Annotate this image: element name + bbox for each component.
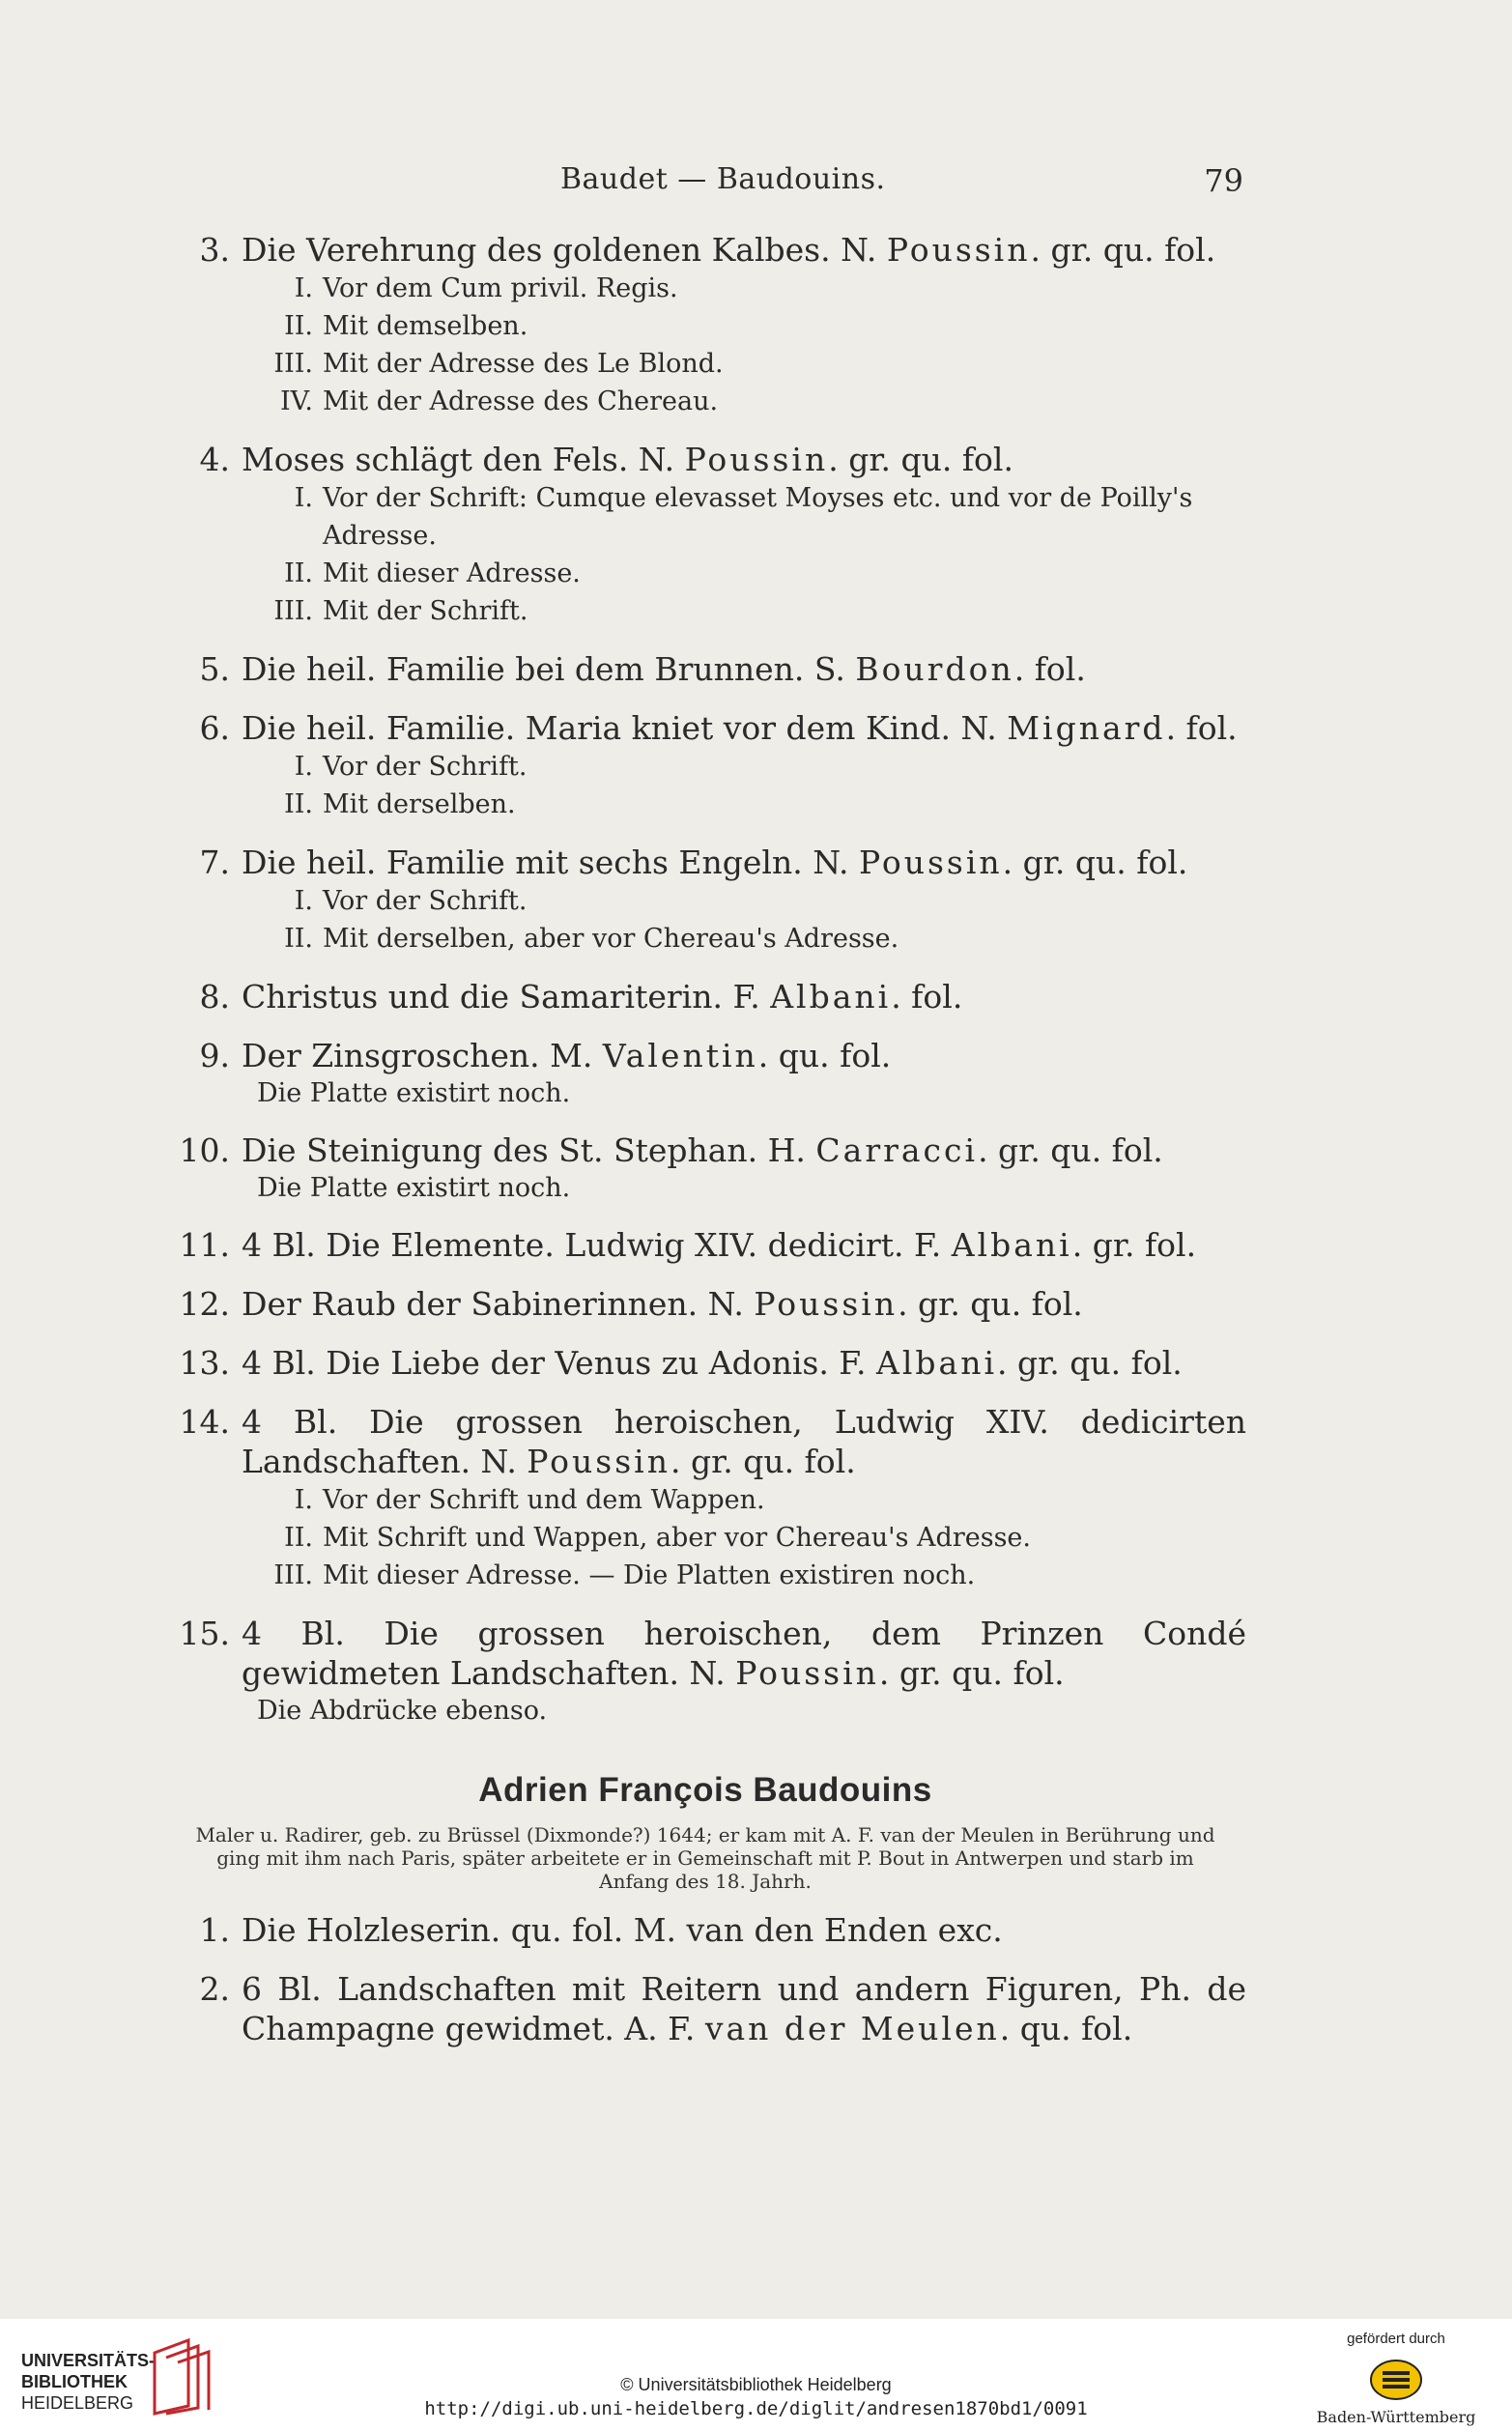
catalog-entry <box>164 649 1246 689</box>
entry-number: 1. <box>199 1911 230 1949</box>
entry-number: 2. <box>199 1970 230 2008</box>
state-list <box>164 882 1246 958</box>
entry-text-part: Die heil. Familie. Maria kniet vor dem Kind. N. <box>242 709 1008 747</box>
entry-text <box>242 440 1246 479</box>
entry-text-part: . fol. <box>1165 709 1238 747</box>
entry-title-line <box>164 1402 1246 1481</box>
state-numeral: I. <box>294 273 313 303</box>
state-item <box>259 1557 1246 1594</box>
state-item <box>259 920 1246 958</box>
entry-text <box>242 1343 1246 1383</box>
entry-number: 13. <box>179 1344 230 1382</box>
entry-text-part: . qu. fol. <box>999 2010 1133 2047</box>
artist-name: Poussin <box>754 1285 899 1323</box>
entry-title-line <box>164 843 1246 882</box>
artist-name: Albani <box>770 978 892 1016</box>
state-text: Vor der Schrift: Cumque elevasset Moyses etc. und vor de Poilly's Adresse. <box>323 483 1193 551</box>
artist-name: Albani <box>876 1344 998 1382</box>
entry-title-line <box>164 230 1246 270</box>
state-item <box>259 555 1246 592</box>
entry-note: Die Platte existirt noch. <box>257 1078 571 1108</box>
state-item <box>259 345 1246 383</box>
catalog-entry <box>164 1130 1246 1206</box>
entry-title-line <box>164 440 1246 479</box>
state-text: Vor dem Cum privil. Regis. <box>323 273 678 303</box>
state-numeral: II. <box>284 311 313 341</box>
catalog-entry <box>164 1969 1246 2048</box>
catalog-entry <box>164 843 1246 958</box>
entry-text <box>242 977 1246 1016</box>
entry-text <box>242 1910 1246 1950</box>
entry-text-part: . fol. <box>891 978 963 1016</box>
entry-text-part: Die heil. Familie mit sechs Engeln. N. <box>242 844 859 881</box>
state-item <box>259 270 1246 307</box>
entry-number: 9. <box>199 1037 230 1074</box>
page-body <box>164 230 1246 2068</box>
state-numeral: I. <box>294 1485 313 1515</box>
state-numeral: II. <box>284 924 313 954</box>
state-text: Mit der Schrift. <box>323 596 528 626</box>
entry-title-line <box>164 1969 1246 2048</box>
state-text: Mit Schrift und Wappen, aber vor Chereau's Adresse. <box>323 1523 1031 1553</box>
entry-number: 4. <box>199 441 230 478</box>
entry-text-part: 4 Bl. Die Elemente. Ludwig XIV. dedicirt. F. <box>242 1226 952 1264</box>
state-list <box>164 479 1246 630</box>
page-number: 79 <box>1204 162 1243 199</box>
catalog-entry <box>164 440 1246 630</box>
entry-title-line <box>164 1343 1246 1383</box>
artist-name: Valentin <box>602 1037 758 1074</box>
entry-text <box>242 1036 1246 1075</box>
entry-number: 6. <box>199 709 230 747</box>
state-list <box>164 748 1246 823</box>
entry-title-line <box>164 1910 1246 1950</box>
artist-name: Albani <box>951 1226 1072 1264</box>
state-numeral: III. <box>273 596 313 626</box>
artist-name: Bourdon <box>855 650 1014 688</box>
entry-text-part: . gr. qu. fol. <box>828 441 1013 478</box>
state-text: Mit derselben. <box>323 789 516 819</box>
entry-text-part: Die Holzleserin. qu. fol. M. van den Enden exc. <box>242 1911 1003 1949</box>
entry-text <box>242 1614 1246 1693</box>
entry-text-part: . fol. <box>1013 650 1086 688</box>
entry-text <box>242 1225 1246 1265</box>
artist-name: Carracci <box>815 1131 979 1169</box>
artist-name: Poussin <box>858 844 1003 881</box>
entry-list <box>164 230 1246 1729</box>
entry-text <box>242 1130 1246 1170</box>
entry-text-part: . gr. qu. fol. <box>997 1344 1183 1382</box>
state-text: Vor der Schrift und dem Wappen. <box>323 1485 765 1515</box>
state-text: Mit demselben. <box>323 311 528 341</box>
state-numeral: III. <box>273 1560 313 1590</box>
state-item <box>259 882 1246 920</box>
entry-text <box>242 1284 1246 1324</box>
entry-text-part: . gr. qu. fol. <box>878 1654 1065 1692</box>
artist-name: Poussin <box>735 1654 879 1692</box>
state-item <box>259 592 1246 630</box>
entry-number: 12. <box>179 1285 230 1323</box>
state-item <box>259 479 1246 555</box>
state-numeral: III. <box>273 349 313 379</box>
catalog-entry <box>164 708 1246 823</box>
running-head: Baudet — Baudouins. <box>560 162 886 196</box>
state-item <box>259 307 1246 345</box>
entry-text-part: Moses schlägt den Fels. N. <box>242 441 685 478</box>
funded-by-label: gefördert durch <box>1347 2331 1445 2347</box>
artist-name: Poussin <box>886 231 1031 269</box>
artist-name: Poussin <box>684 441 829 478</box>
catalog-entry <box>164 1225 1246 1265</box>
state-text: Mit der Adresse des Le Blond. <box>323 349 724 379</box>
catalog-entry <box>164 1343 1246 1383</box>
state-text: Mit derselben, aber vor Chereau's Adresse. <box>323 924 899 954</box>
entry-text-part: . qu. fol. <box>757 1037 892 1074</box>
state-text: Vor der Schrift. <box>323 752 528 782</box>
entry-text <box>242 1402 1246 1481</box>
entry-number: 5. <box>199 650 230 688</box>
entry-text <box>242 843 1246 882</box>
entry-text-part: Der Raub der Sabinerinnen. N. <box>242 1285 755 1323</box>
entry-title-line <box>164 1130 1246 1170</box>
entry-text-part: Der Zinsgroschen. M. <box>242 1037 603 1074</box>
entry-text-part: 6 Bl. Landschaften mit Reitern und andern Figuren, Ph. de Champagne gewidmet. A. F. <box>242 1970 1246 2047</box>
entry-text-part: Die Verehrung des goldenen Kalbes. N. <box>242 231 887 269</box>
entry-number: 10. <box>179 1131 230 1169</box>
catalog-entry <box>164 1614 1246 1729</box>
entry-text-part: 4 Bl. Die grossen heroischen, dem Prinzen Condé gewidmeten Landschaften. N. <box>242 1615 1246 1692</box>
entry-list-baudouins <box>164 1910 1246 2048</box>
entry-number: 15. <box>179 1615 230 1652</box>
library-name-line: BIBLIOTHEK <box>21 2372 128 2391</box>
entry-text <box>242 649 1246 689</box>
artist-biography: Maler u. Radirer, geb. zu Brüssel (Dixmonde?) 1644; er kam mit A. F. van der Meulen in Berührung und ging mit ihm nach Paris, später arbeitete er in Gemeinschaft mit P. Bout in Antwerpen und starb im Anfang des 18. Jahrh. <box>195 1823 1215 1893</box>
entry-title-line <box>164 649 1246 689</box>
entry-title-line <box>164 977 1246 1016</box>
entry-text <box>242 230 1246 270</box>
entry-text-part: 4 Bl. Die grossen heroischen, Ludwig XIV. dedicirten Landschaften. N. <box>242 1403 1246 1480</box>
state-item <box>259 748 1246 786</box>
entry-note: Die Platte existirt noch. <box>257 1173 571 1203</box>
artist-name: van der Meulen <box>704 2010 1000 2047</box>
state-numeral: II. <box>284 1523 313 1553</box>
catalog-entry <box>164 1910 1246 1950</box>
entry-text-part: . gr. qu. fol. <box>898 1285 1083 1323</box>
entry-number: 3. <box>199 231 230 269</box>
catalog-entry <box>164 977 1246 1016</box>
state-text: Vor der Schrift. <box>323 886 528 916</box>
library-name-line: HEIDELBERG <box>21 2393 134 2413</box>
entry-text-part: 4 Bl. Die Liebe der Venus zu Adonis. F. <box>242 1344 877 1382</box>
entry-number: 11. <box>179 1226 230 1264</box>
entry-title-line <box>164 1225 1246 1265</box>
entry-number: 7. <box>199 844 230 881</box>
entry-note: Die Abdrücke ebenso. <box>257 1696 548 1726</box>
source-url[interactable]: http://digi.ub.uni-heidelberg.de/diglit/andresen1870bd1/0091 <box>424 2398 1088 2419</box>
catalog-entry <box>164 1284 1246 1324</box>
state-numeral: II. <box>284 789 313 819</box>
footer <box>0 2319 1512 2432</box>
state-item <box>259 786 1246 823</box>
entry-text <box>242 1969 1246 2048</box>
section-title: Adrien François Baudouins <box>478 1771 932 1809</box>
state-name: Baden-Württemberg <box>1316 2408 1476 2426</box>
state-list <box>164 1481 1246 1594</box>
state-numeral: I. <box>294 483 313 513</box>
state-numeral: I. <box>294 886 313 916</box>
catalog-entry <box>164 1036 1246 1111</box>
entry-text-part: Christus und die Samariterin. F. <box>242 978 771 1016</box>
catalog-entry <box>164 1402 1246 1594</box>
page-header <box>0 162 1512 201</box>
entry-text-part: . gr. fol. <box>1071 1226 1197 1264</box>
state-list <box>164 270 1246 420</box>
state-item <box>259 383 1246 420</box>
entry-text-part: . gr. qu. fol. <box>1002 844 1188 881</box>
entry-number: 8. <box>199 978 230 1016</box>
state-text: Mit dieser Adresse. <box>323 558 581 588</box>
state-item <box>259 1481 1246 1519</box>
copyright: © Universitätsbibliothek Heidelberg <box>620 2375 892 2394</box>
state-numeral: II. <box>284 558 313 588</box>
entry-title-line <box>164 1284 1246 1324</box>
entry-title-line <box>164 1614 1246 1693</box>
entry-number: 14. <box>179 1403 230 1441</box>
entry-title-line <box>164 1036 1246 1075</box>
state-text: Mit der Adresse des Chereau. <box>323 386 719 416</box>
state-text: Mit dieser Adresse. — Die Platten existiren noch. <box>323 1560 976 1590</box>
entry-text-part: . gr. qu. fol. <box>670 1443 856 1480</box>
entry-text-part: Die Steinigung des St. Stephan. H. <box>242 1131 816 1169</box>
entry-text-part: . gr. qu. fol. <box>1030 231 1216 269</box>
state-item <box>259 1519 1246 1557</box>
entry-text-part: . gr. qu. fol. <box>978 1131 1163 1169</box>
entry-text <box>242 708 1246 748</box>
state-numeral: I. <box>294 752 313 782</box>
artist-name: Mignard <box>1007 709 1166 747</box>
artist-name: Poussin <box>527 1443 670 1480</box>
state-crest-icon <box>1367 2356 1425 2404</box>
entry-text-part: Die heil. Familie bei dem Brunnen. S. <box>242 650 856 688</box>
entry-title-line <box>164 708 1246 748</box>
state-numeral: IV. <box>279 386 313 416</box>
catalog-entry <box>164 230 1246 420</box>
library-name-line: UNIVERSITÄTS- <box>21 2351 156 2370</box>
